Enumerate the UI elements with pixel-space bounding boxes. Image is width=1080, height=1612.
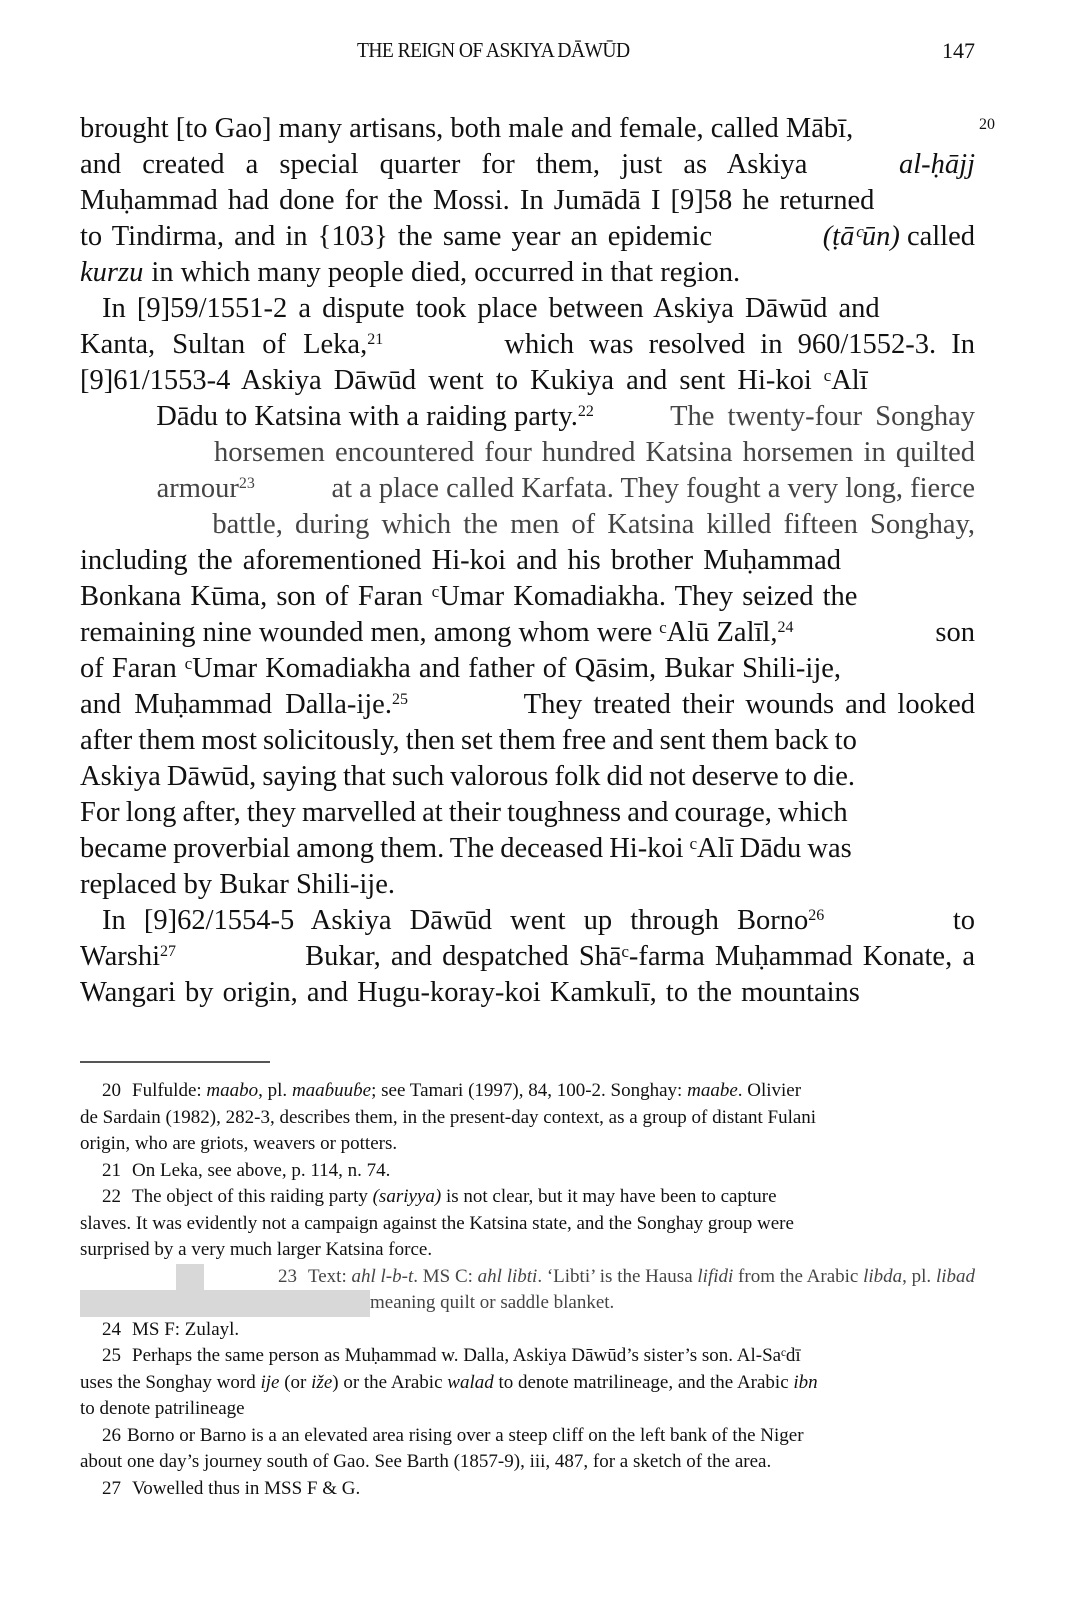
text-span: Wangari by origin, and Hugu-koray-koi Kamkulī, to the mountains (80, 977, 860, 1008)
italic-term: ije (260, 1371, 280, 1393)
text-span: brought [to Gao] many artisans, both male and female, called Mābī, (80, 113, 854, 144)
footnote-separator (80, 1061, 270, 1063)
footnote-line (80, 1131, 975, 1158)
text-span: son (935, 617, 975, 648)
text-span: Askiya Dāwūd, saying that such valorous folk did not deserve to die. (80, 761, 855, 792)
footnote-line (80, 1237, 975, 1264)
footnote-23[interactable] (80, 1264, 975, 1291)
text-span: of Faran ᶜUmar Komadiakha and father of Qāsim, Bukar Shili-ije, (80, 653, 842, 684)
text-span: Kanta, Sultan of Leka, (80, 329, 368, 360)
text-span: MS F: Zulayl. (132, 1318, 240, 1340)
text-line (80, 399, 975, 435)
text-span: Bukar, and despatched Shāᶜ-farma Muḥammad Konate, a (305, 941, 975, 972)
text-span: and Muḥammad Dalla-ije. (80, 689, 392, 720)
text-span: de Sardain (1982), 282-3, describes them, in the present-day context, as a group of distant Fulani (80, 1106, 817, 1128)
footnote-ref-23[interactable]: 23 (238, 475, 255, 492)
text-line (80, 939, 975, 975)
text-span: slaves. It was evidently not a campaign against the Katsina state, and the Songhay group were (80, 1212, 794, 1234)
italic-term: libda (863, 1265, 903, 1287)
text-span: is not clear, but it may have been to capture (445, 1186, 777, 1207)
footnote-number: 22 (102, 1186, 121, 1207)
italic-term: (ṭāᶜūn) (822, 221, 900, 252)
italic-term: maaɓuuɓe (291, 1080, 372, 1101)
text-span: In [9]59/1551-2 a dispute took place between Askiya Dāwūd and (102, 293, 880, 324)
text-span: Text: (307, 1265, 347, 1287)
text-line (80, 363, 975, 399)
text-line (80, 975, 975, 1011)
text-span: surprised by a very much larger Katsina force. (80, 1239, 433, 1260)
text-span: which was resolved in 960/1552-3. In (504, 329, 975, 360)
italic-term: walad (447, 1371, 494, 1393)
text-span: including the aforementioned Hi-koi and his brother Muḥammad (80, 545, 842, 576)
text-span: Borno or Barno is a an elevated area rising over a steep cliff on the left bank of the Niger (127, 1424, 804, 1446)
text-span: Vowelled thus in MSS F & G. (132, 1477, 361, 1499)
italic-term: lifidi (697, 1265, 734, 1287)
text-span: to denote patrilineage (80, 1398, 245, 1419)
text-line (80, 327, 975, 363)
text-span (80, 687, 408, 723)
text-span: from the Arabic (738, 1265, 859, 1287)
text-span: They treated their wounds and looked (523, 689, 975, 720)
footnote-number: 21 (102, 1159, 121, 1181)
text-span: . ‘Libti’ is the Hausa (537, 1265, 693, 1287)
footnotes-section (80, 1078, 975, 1502)
text-span: (or (284, 1371, 307, 1393)
highlighted-text[interactable]: at a place called Karfata. They fought a very long, fierce (331, 473, 975, 504)
text-span: Muḥammad had done for the Mossi. In Jumādā I [9]58 he returned (80, 185, 875, 216)
text-line (80, 471, 975, 507)
text-line (80, 651, 975, 687)
text-line (80, 759, 975, 795)
text-span: The object of this raiding party (132, 1186, 368, 1207)
text-line (80, 615, 975, 651)
text-line (80, 291, 975, 327)
text-span: Dādu to Katsina with a raiding party. (156, 401, 578, 432)
text-span: Warshi (80, 941, 161, 972)
footnote-ref-21[interactable]: 21 (367, 331, 384, 348)
italic-term: iže (311, 1371, 333, 1393)
text-span: in which many people died, occurred in that region. (151, 257, 741, 288)
highlight-band (176, 1264, 204, 1291)
highlighted-text[interactable]: The twenty-four Songhay (670, 401, 975, 432)
footnote-line (80, 1396, 975, 1423)
footnote-ref-22[interactable]: 22 (577, 403, 594, 420)
text-span: armour (156, 473, 239, 504)
footnote-line (80, 1105, 975, 1132)
text-span (80, 327, 383, 363)
text-span (80, 615, 793, 651)
text-line (80, 111, 995, 147)
text-span: to (952, 905, 975, 936)
footnote-25 (80, 1343, 975, 1370)
highlighted-text[interactable]: battle, during which the men of Katsina killed fifteen Songhay, (212, 509, 975, 540)
footnote-number: 23 (277, 1265, 297, 1287)
footnote-line (80, 1370, 975, 1397)
text-line (80, 543, 975, 579)
text-line (80, 507, 975, 543)
text-span: origin, who are griots, weavers or potters. (80, 1133, 398, 1154)
text-span: [9]61/1553-4 Askiya Dāwūd went to Kukiya and sent Hi-koi ᶜAlī (80, 365, 868, 396)
footnote-number: 20 (102, 1080, 121, 1101)
text-span: ) or the Arabic (332, 1371, 443, 1393)
text-span: uses the Songhay word (80, 1371, 256, 1393)
footnote-number: 27 (102, 1477, 121, 1499)
page-header (0, 38, 1080, 74)
text-span (80, 939, 176, 975)
italic-term: maabo (206, 1080, 259, 1101)
text-span (156, 399, 594, 435)
footnote-line (80, 1211, 975, 1238)
text-line (80, 687, 975, 723)
text-span: , pl. (902, 1265, 932, 1287)
main-body-text (80, 111, 995, 1011)
italic-term: maabe (687, 1080, 738, 1101)
text-span: replaced by Bukar Shili-ije. (80, 869, 395, 900)
italic-term: al-ḥājj (899, 149, 975, 180)
text-span: ; see Tamari (1997), 84, 100-2. Songhay: (371, 1080, 683, 1101)
italic-term: kurzu (80, 257, 144, 288)
footnote-number: 24 (102, 1318, 121, 1340)
italic-term: ahl l-b-t (351, 1265, 414, 1287)
italic-term: libad (935, 1265, 975, 1287)
page-number: 147 (942, 38, 975, 63)
footnote-26 (80, 1423, 975, 1450)
running-title: THE REIGN OF ASKIYA DĀWŪD (357, 38, 630, 62)
text-span: . MS C: (413, 1265, 473, 1287)
footnote-ref-25[interactable]: 25 (391, 691, 408, 708)
text-line (80, 435, 975, 471)
text-span: meaning quilt or saddle blanket. (370, 1292, 615, 1313)
text-span: , pl. (258, 1080, 288, 1101)
footnote-ref-26[interactable]: 26 (808, 907, 825, 924)
text-line (80, 147, 975, 183)
text-span: In [9]62/1554-5 Askiya Dāwūd went up through Borno (102, 905, 809, 936)
text-line (80, 579, 975, 615)
footnote-number: 26 (102, 1424, 121, 1446)
text-span: to Tindirma, and in {103} the same year an epidemic (80, 221, 713, 252)
footnote-20 (80, 1078, 975, 1105)
text-line (80, 867, 975, 903)
text-span: . Olivier (737, 1080, 802, 1101)
footnote-22 (80, 1184, 975, 1211)
text-span: remaining nine wounded men, among whom were ᶜAlū Zalīl, (80, 617, 778, 648)
text-span: Fulfulde: (132, 1080, 202, 1101)
text-line: to Tindirma, and in {103} the same year an epidemic (ṭāᶜūn) called (80, 219, 975, 255)
text-span: For long after, they marvelled at their toughness and courage, which (80, 797, 848, 828)
highlight-band (80, 1290, 370, 1317)
text-line (80, 255, 975, 291)
text-span: became proverbial among them. The deceased Hi-koi ᶜAlī Dādu was (80, 833, 852, 864)
footnote-line (80, 1449, 975, 1476)
footnote-27 (80, 1476, 975, 1503)
text-span: and created a special quarter for them, just as Askiya (80, 149, 808, 180)
footnote-line[interactable] (80, 1290, 975, 1317)
text-span: On Leka, see above, p. 114, n. 74. (132, 1159, 391, 1181)
text-span: after them most solicitously, then set them free and sent them back to (80, 725, 857, 756)
footnote-number: 25 (102, 1345, 121, 1366)
italic-term: ahl libti (477, 1265, 538, 1287)
text-line (80, 183, 975, 219)
highlighted-text[interactable]: horsemen encountered four hundred Katsina horsemen in quilted (214, 437, 975, 468)
italic-term: ibn (793, 1371, 818, 1393)
text-span: to denote matrilineage, and the Arabic (498, 1371, 789, 1393)
footnote-24 (80, 1317, 975, 1344)
text-line (80, 723, 975, 759)
italic-term: (sariyya) (372, 1186, 442, 1207)
highlighted-text[interactable] (157, 471, 255, 507)
text-span: Perhaps the same person as Muḥammad w. Dalla, Askiya Dāwūd’s sister’s son. Al-Saᶜdī (132, 1345, 801, 1366)
text-line (80, 903, 975, 939)
footnote-21 (80, 1158, 975, 1185)
text-span: about one day’s journey south of Gao. See Barth (1857-9), iii, 487, for a sketch of the area. (80, 1451, 772, 1472)
text-line (80, 795, 975, 831)
text-span: Bonkana Kūma, son of Faran ᶜUmar Komadiakha. They seized the (80, 581, 858, 612)
text-span (102, 903, 824, 939)
footnote-ref-27[interactable]: 27 (160, 943, 177, 960)
footnote-ref-24[interactable]: 24 (777, 619, 794, 636)
text-line (80, 831, 975, 867)
footnote-ref-20[interactable]: 20 (979, 116, 995, 133)
